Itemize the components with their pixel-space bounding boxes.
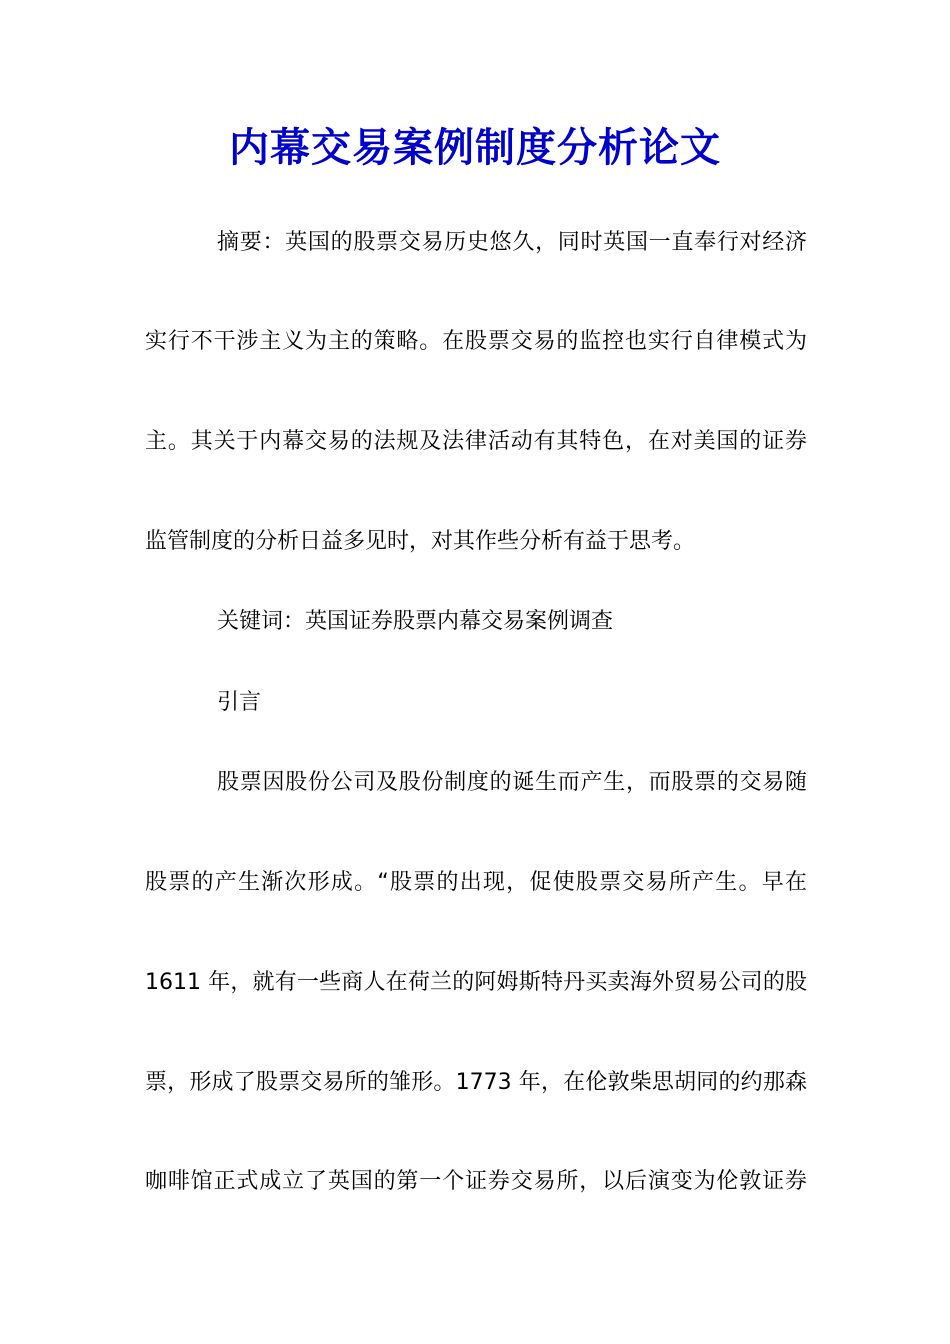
body-line-5: 咖啡馆正式成立了英国的第一个证券交易所，以后演变为伦敦证券 [145,1169,807,1194]
abstract-line-4: 监管制度的分析日益多见时，对其作些分析有益于思考。 [145,529,696,554]
abstract-line-3: 主。其关于内幕交易的法规及法律活动有其特色，在对美国的证券 [145,429,807,454]
abstract-line-2: 实行不干涉主义为主的策略。在股票交易的监控也实行自律模式为 [145,329,807,354]
body-line-1: 股票因股份公司及股份制度的诞生而产生，而股票的交易随 [217,770,807,795]
body-line-2: 股票的产生渐次形成。“股票的出现，促使股票交易所产生。早在 [145,870,807,895]
abstract-line-1: 摘要：英国的股票交易历史悠久，同时英国一直奉行对经济 [217,230,807,255]
document-title: 内幕交易案例制度分析论文 [229,124,721,171]
keywords-line: 关键词：英国证券股票内幕交易案例调查 [217,609,614,634]
body-line-3: 1611 年，就有一些商人在荷兰的阿姆斯特丹买卖海外贸易公司的股 [145,970,807,995]
body-line-4: 票，形成了股票交易所的雏形。1773 年，在伦敦柴思胡同的约那森 [145,1070,807,1095]
section-heading-introduction: 引言 [217,690,262,715]
